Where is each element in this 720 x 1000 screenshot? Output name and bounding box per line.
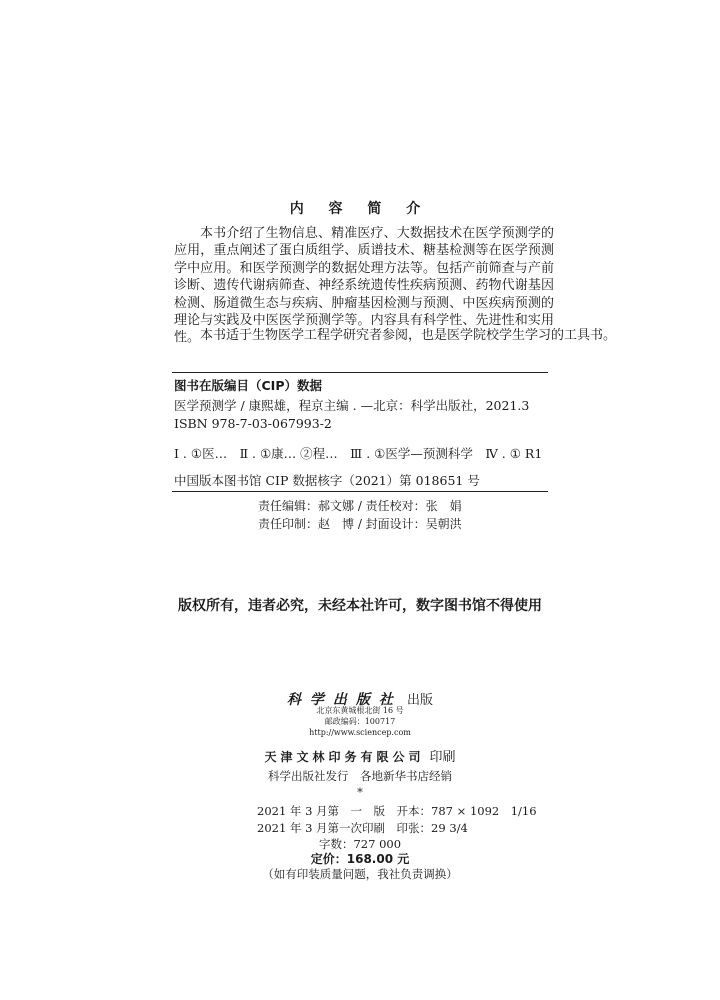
publisher-postcode: 邮政编码：100717: [324, 717, 396, 726]
price: 定价：168.00 元: [310, 852, 410, 866]
summary-title: 内 容 简 介: [289, 201, 431, 217]
editor-credit: 责任编辑：郝文娜 / 责任校对：张 娟: [258, 499, 462, 513]
cip-heading: 图书在版编目（CIP）数据: [174, 378, 322, 393]
copyright-notice: 版权所有，违者必究，未经本社许可，数字图书馆不得使用: [178, 598, 542, 614]
cip-bottom-rule: [172, 491, 548, 492]
summary-paragraph: 本书介绍了生物信息、精准医疗、大数据技术在医学预测学的应用，重点阐述了蛋白质组学、质谱技术、糖基检测等在医学预测学中应用。和医学预测学的数据处理方法等。包括产前筛查与产前诊断、遗传代谢病筛查、神经系统遗传性疾病预测、药物代谢基因检测、肠道微生态与疾病、肿瘤基因检测与预测、中医疾病预测的理论与实践及中医医学预测学等。内容具有科学性、先进性和实用性。: [174, 226, 554, 346]
printer-line: [0, 746, 720, 765]
edition-line: 2021 年 3 月第 一 版 开本：787 × 1092 1/16: [257, 804, 537, 818]
cip-number: 中国版本图书馆 CIP 数据核字（2021）第 018651 号: [174, 473, 480, 488]
word-count: 字数：727 000: [318, 837, 402, 851]
quality-guarantee: （如有印装质量问题，我社负责调换）: [262, 867, 458, 881]
printer-logo: 天津文林印务有限公司: [264, 750, 425, 764]
publisher-website: http://www.sciencep.com: [309, 728, 411, 737]
distribution-line: 科学出版社发行 各地新华书店经销: [268, 769, 452, 783]
printer-suffix: 印刷: [429, 750, 456, 765]
publisher-address: 北京东黄城根北街 16 号: [316, 706, 404, 715]
separator-mark: *: [357, 785, 363, 799]
audience-paragraph: 本书适于生物医学工程学研究者参阅，也是医学院校学生学习的工具书。: [200, 328, 617, 343]
cip-catalog-line: 医学预测学 / 康熙雄，程京主编 . —北京：科学出版社，2021.3: [174, 398, 530, 413]
production-credit: 责任印制：赵 博 / 封面设计：吴朝洪: [258, 517, 462, 531]
cip-isbn: ISBN 978-7-03-067993-2: [174, 416, 332, 431]
cip-classification: Ⅰ . ①医… Ⅱ . ①康… ②程… Ⅲ . ①医学—预测科学 Ⅳ . ① R1: [174, 446, 543, 461]
publisher-logo: 科学出版社: [286, 692, 402, 708]
publisher-suffix: 出版: [407, 693, 434, 708]
printing-line: 2021 年 3 月第一次印刷 印张：29 3/4: [257, 821, 468, 835]
cip-top-rule: [172, 372, 548, 373]
cip-block: [172, 372, 548, 492]
